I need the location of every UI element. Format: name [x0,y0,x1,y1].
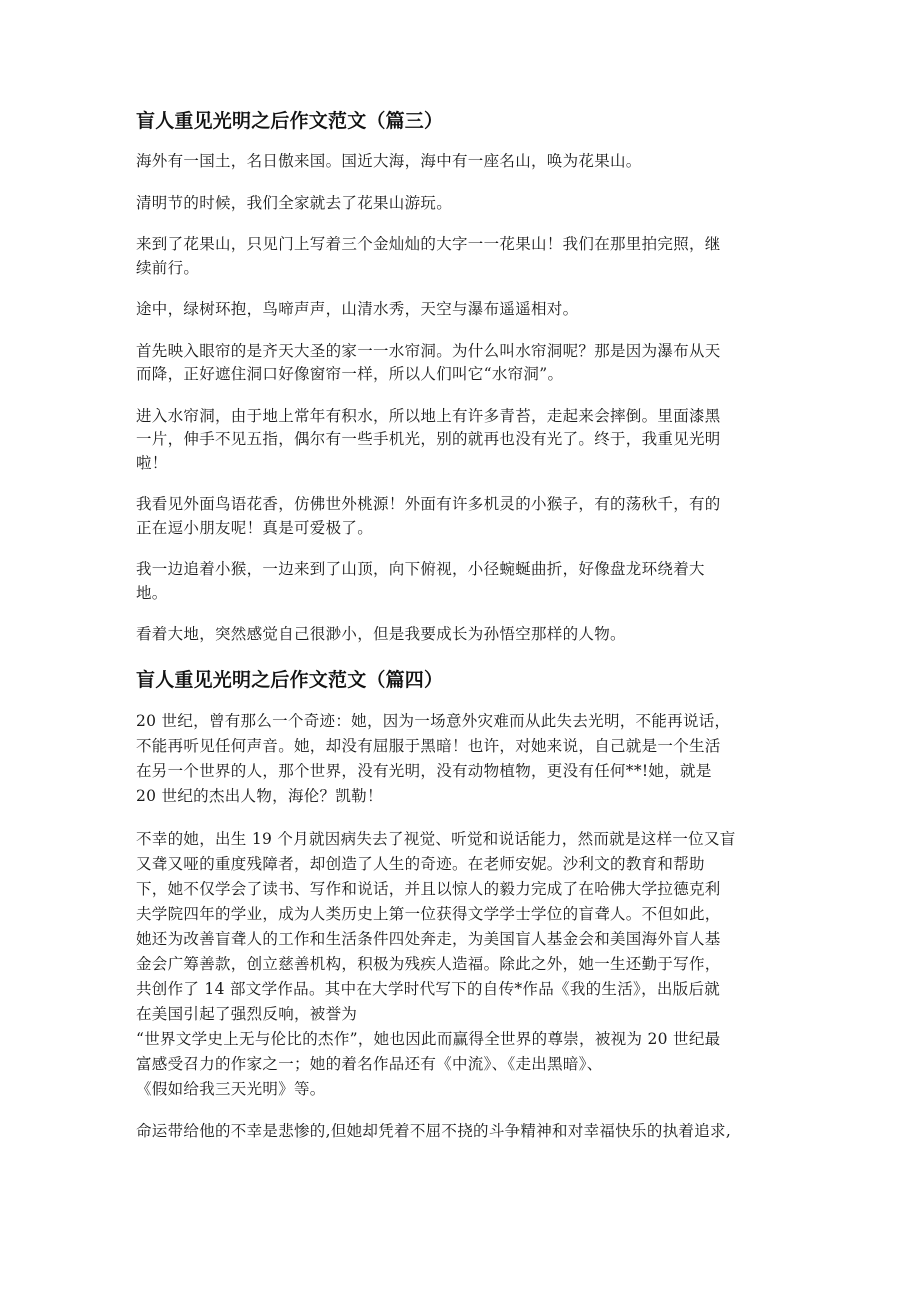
text-line: 共创作了 14 部文学作品。其中在大学时代写下的自传*作品《我的生活》，出版后就 [136,979,721,998]
paragraph [136,709,784,809]
text-line: 夫学院四年的学业，成为人类历史上第一位获得文学学士学位的盲聋人。不但如此， [136,904,721,923]
paragraph [136,233,784,280]
text-line: 她还为改善盲聋人的工作和生活条件四处奔走，为美国盲人基金会和美国海外盲人基 [136,929,721,948]
text-line: 《假如给我三天光明》等。 [136,1079,326,1098]
paragraph [136,493,784,540]
text-line: 我一边追着小猴，一边来到了山顶，向下俯视，小径蜿蜒曲折，好像盘龙环绕着大 [136,560,705,578]
paragraph [136,1120,784,1144]
text-line: 富感受召力的作家之一；她的着名作品还有《中流》、《走出黑暗》、 [136,1054,603,1073]
document-body [136,104,784,1143]
text-line: 清明节的时候，我们全家就去了花果山游玩。 [136,193,453,212]
paragraph [136,558,784,605]
text-line: 看着大地，突然感觉自己很渺小，但是我要成长为孙悟空那样的人物。 [136,625,626,643]
text-line: 海外有一国土，名日傲来国。国近大海，海中有一座名山，唤为花果山。 [136,152,642,170]
section-heading: 盲人重见光明之后作文范文（篇三） [136,110,444,132]
text-line: 啦！ [136,453,168,472]
paragraph [136,150,784,174]
text-line: 又聋又哑的重度残障者，却创造了人生的奇迹。在老师安妮。沙利文的教育和帮助 [136,854,705,873]
paragraph [136,405,784,476]
text-line: 我看见外面鸟语花香，仿佛世外桃源！外面有许多机灵的小猴子，有的荡秋千，有的 [136,495,721,513]
paragraph [136,340,784,387]
text-line: 命运带给他的不幸是悲惨的,但她却凭着不屈不挠的斗争精神和对幸福快乐的执着追求, [136,1121,732,1140]
paragraph [136,298,784,322]
text-line: 一片，伸手不见五指，偶尔有一些手机光，别的就再也没有光了。终于，我重见光明 [136,430,721,448]
text-line: 进入水帘洞，由于地上常年有积水，所以地上有许多青苔，走起来会摔倒。里面漆黑 [136,406,721,425]
paragraph [136,623,784,647]
text-line: 不能再听见任何声音。她，却没有屈服于黑暗！也许，对她来说，自己就是一个生活 [136,736,721,755]
paragraph [136,192,784,216]
paragraph [136,827,784,1102]
text-line: 正在逗小朋友呢！真是可爱极了。 [136,518,374,537]
text-line: “世界文学史上无与伦比的杰作”，她也因此而赢得全世界的尊崇，被视为 20 世纪最 [136,1029,721,1048]
text-line: 途中，绿树环抱，鸟啼声声，山清水秀，天空与瀑布遥遥相对。 [136,300,579,318]
text-line: 地。 [136,583,168,602]
section-heading: 盲人重见光明之后作文范文（篇四） [136,668,444,691]
text-line: 而降，正好遮住洞口好像窗帘一样，所以人们叫它“水帘洞”。 [136,365,564,383]
text-line: 首先映入眼帘的是齐天大圣的家一一水帘洞。为什么叫水帘洞呢？那是因为瀑布从天 [136,341,721,360]
text-line: 在美国引起了强烈反响，被誉为 [136,1004,358,1023]
text-line: 不幸的她，出生 19 个月就因病失去了视觉、听觉和说话能力，然而就是这样一位又盲 [136,829,736,848]
text-line: 金会广筹善款，创立慈善机构，积极为残疾人造福。除此之外，她一生还勤于写作， [136,954,721,973]
text-line: 续前行。 [136,258,200,277]
text-line: 20 世纪，曾有那么一个奇迹：她，因为一场意外灾难而从此失去光明，不能再说话， [136,711,731,730]
text-line: 在另一个世界的人，那个世界，没有光明，没有动物植物，更没有任何**!她，就是 [136,761,712,780]
text-line: 来到了花果山，只见门上写着三个金灿灿的大字一一花果山！我们在那里拍完照，继 [136,235,721,253]
text-line: 20 世纪的杰出人物，海伦？凯勒！ [136,786,383,805]
text-line: 下，她不仅学会了读书、写作和说话，并且以惊人的毅力完成了在哈佛大学拉德克利 [136,879,721,898]
